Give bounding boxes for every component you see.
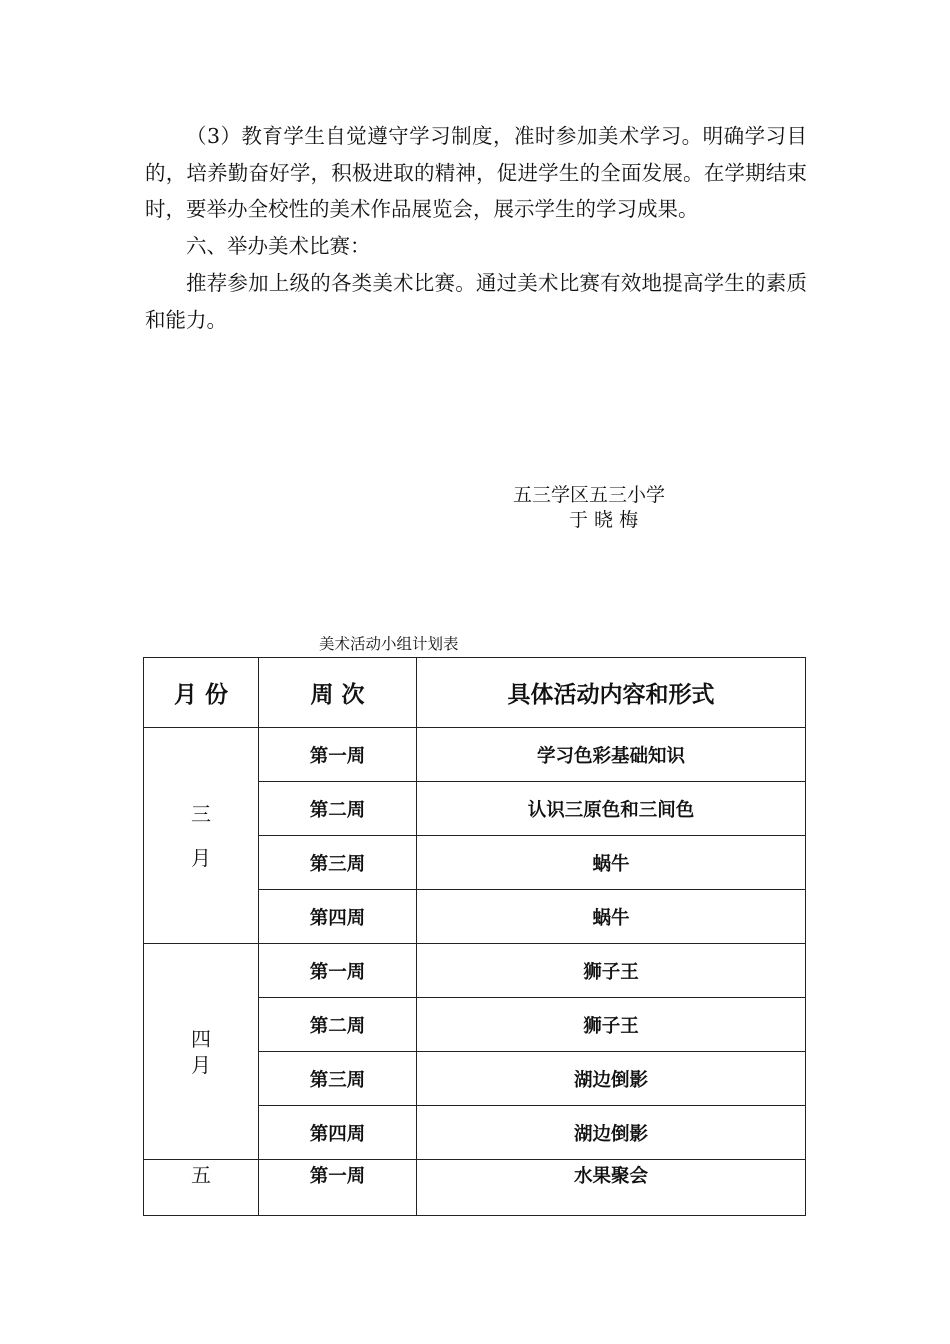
table-header-row (144, 658, 806, 728)
content-cell: 狮子王 (417, 998, 806, 1052)
table-row (144, 944, 806, 998)
content-cell: 湖边倒影 (417, 1106, 806, 1160)
month-label-line2: 月 (191, 1052, 211, 1077)
content-cell: 水果聚会 (417, 1160, 806, 1216)
table-row (144, 728, 806, 782)
content-cell: 湖边倒影 (417, 1052, 806, 1106)
month-label-line2: 月 (191, 845, 211, 870)
content-cell: 蜗牛 (417, 890, 806, 944)
table-row (144, 1160, 806, 1216)
table-caption: 美术活动小组计划表 (319, 635, 459, 653)
month-cell-april (144, 944, 259, 1160)
month-label-line1: 三 (191, 801, 211, 826)
header-month: 月 份 (144, 658, 259, 728)
week-cell: 第一周 (259, 1160, 417, 1216)
header-week: 周 次 (259, 658, 417, 728)
section-heading-art-competition: 六、举办美术比赛： (186, 234, 371, 258)
week-cell: 第三周 (259, 1052, 417, 1106)
month-cell-march (144, 728, 259, 944)
header-content: 具体活动内容和形式 (417, 658, 806, 728)
week-cell: 第一周 (259, 728, 417, 782)
paragraph-competition: 推荐参加上级的各类美术比赛。通过美术比赛有效地提高学生的素质和能力。 (145, 271, 807, 332)
signature-name: 于 晓 梅 (569, 509, 639, 531)
week-cell: 第四周 (259, 1106, 417, 1160)
week-cell: 第二周 (259, 998, 417, 1052)
content-cell: 认识三原色和三间色 (417, 782, 806, 836)
week-cell: 第一周 (259, 944, 417, 998)
paragraph-study-rules: （3）教育学生自觉遵守学习制度，准时参加美术学习。明确学习目的，培养勤奋好学，积极进取的精神，促进学生的全面发展。在学期结束时，要举办全校性的美术作品展览会，展示学生的学习成果。 (145, 124, 807, 221)
signature-school: 五三学区五三小学 (513, 484, 666, 506)
month-cell-may (144, 1160, 259, 1216)
week-cell: 第三周 (259, 836, 417, 890)
month-label-line1: 四 (191, 1026, 211, 1051)
month-label-line1: 五 (191, 1163, 211, 1187)
content-cell: 学习色彩基础知识 (417, 728, 806, 782)
content-cell: 狮子王 (417, 944, 806, 998)
content-cell: 蜗牛 (417, 836, 806, 890)
activity-plan-table (143, 657, 806, 1216)
week-cell: 第四周 (259, 890, 417, 944)
week-cell: 第二周 (259, 782, 417, 836)
